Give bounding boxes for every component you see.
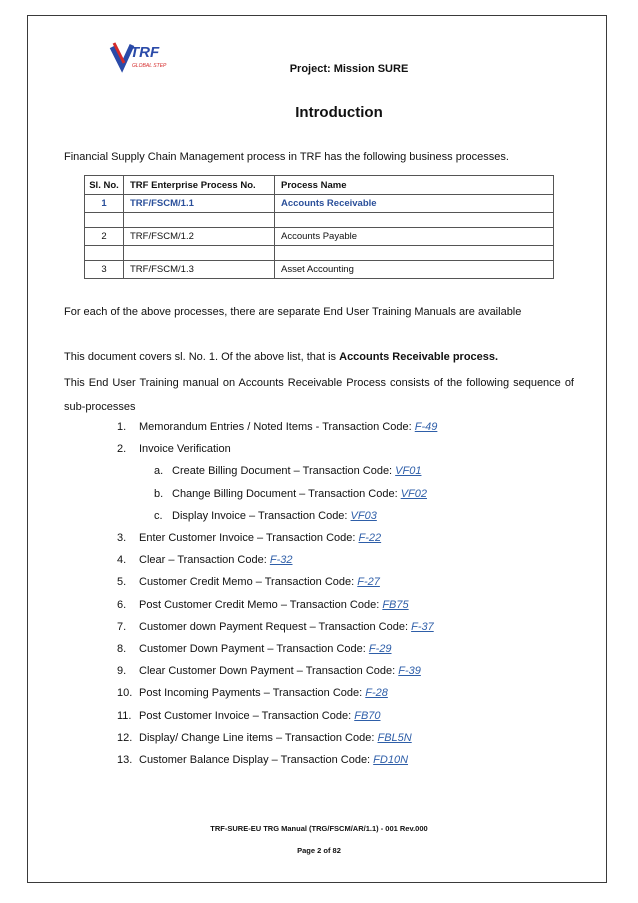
- list-item: [117, 620, 434, 634]
- logo-text: TRF: [130, 44, 160, 61]
- list-item: [117, 664, 421, 678]
- list-item-text: Display Invoice – Transaction Code:: [172, 510, 351, 522]
- list-item: [117, 731, 412, 745]
- list-item: [117, 598, 409, 612]
- cell-sl: 3: [85, 261, 124, 279]
- cell-process-name: Accounts Payable: [275, 228, 554, 246]
- list-item-number: 10.: [117, 687, 133, 699]
- table-row: [85, 195, 554, 213]
- table-spacer-row: [85, 246, 554, 261]
- cell-sl: 1: [85, 195, 124, 213]
- list-item: [117, 553, 292, 567]
- transaction-code-link[interactable]: F-37: [411, 621, 434, 633]
- list-item-text: Invoice Verification: [139, 443, 231, 455]
- footer-manual-ref: TRF-SURE-EU TRG Manual (TRG/FSCM/AR/1.1) - 001 Rev.000: [210, 824, 428, 833]
- list-item: [154, 509, 377, 523]
- list-item: [117, 709, 381, 723]
- transaction-code-link[interactable]: VF01: [395, 465, 422, 477]
- transaction-code-link[interactable]: F-27: [357, 576, 380, 588]
- cell-process-no: TRF/FSCM/1.1: [124, 195, 275, 213]
- list-item-number: c.: [154, 510, 163, 522]
- manuals-paragraph: For each of the above processes, there are separate End User Training Manuals are available: [64, 306, 522, 318]
- list-item-number: 11.: [117, 710, 132, 722]
- list-item-number: 3.: [117, 532, 127, 544]
- list-item-text: Clear – Transaction Code:: [139, 554, 270, 566]
- list-item: [154, 464, 421, 478]
- column-header-process-name: Process Name: [275, 176, 554, 195]
- sequence-paragraph: This End User Training manual on Accounts Receivable Process consists of the following sequence of: [64, 377, 574, 389]
- list-item-number: 13.: [117, 754, 133, 766]
- list-item-number: a.: [154, 465, 164, 477]
- list-item: [117, 531, 381, 545]
- covers-bold-text: Accounts Receivable process.: [339, 351, 499, 363]
- table-header-row: [85, 176, 554, 195]
- list-item-text: Enter Customer Invoice – Transaction Code:: [139, 532, 359, 544]
- cell-process-no: TRF/FSCM/1.2: [124, 228, 275, 246]
- intro-paragraph: Financial Supply Chain Management process in TRF has the following business processes.: [64, 151, 509, 163]
- list-item-number: 7.: [117, 621, 127, 633]
- transaction-code-link[interactable]: FB75: [382, 599, 409, 611]
- list-item-text: Customer Down Payment – Transaction Code:: [139, 643, 369, 655]
- table-spacer-row: [85, 213, 554, 228]
- logo-subtext: GLOBAL STEP: [132, 63, 167, 69]
- list-item-text: Change Billing Document – Transaction Code:: [172, 488, 401, 500]
- transaction-code-link[interactable]: F-49: [414, 421, 438, 433]
- list-item-text: Memorandum Entries / Noted Items - Transaction Code:: [139, 421, 415, 433]
- list-item-text: Customer Balance Display – Transaction Code:: [139, 754, 374, 766]
- cell-sl: 2: [85, 228, 124, 246]
- list-item-text: Post Customer Credit Memo – Transaction Code:: [139, 599, 383, 611]
- list-item: [117, 686, 388, 700]
- table-row: [85, 228, 554, 246]
- project-title: Project: Mission SURE: [289, 63, 409, 75]
- list-item-number: 12.: [117, 732, 133, 744]
- table-row: [85, 261, 554, 279]
- transaction-code-link[interactable]: F-39: [398, 665, 421, 677]
- column-header-sl: Sl. No.: [85, 176, 124, 195]
- list-item-number: b.: [154, 488, 164, 500]
- process-table: [84, 175, 554, 279]
- footer-page-number: Page 2 of 82: [297, 846, 341, 855]
- list-item-text: Customer Credit Memo – Transaction Code:: [139, 576, 358, 588]
- list-item-number: 6.: [117, 599, 127, 611]
- cell-process-name: Accounts Receivable: [275, 195, 554, 213]
- transaction-code-link[interactable]: FD10N: [373, 754, 409, 766]
- column-header-process-no: TRF Enterprise Process No.: [124, 176, 275, 195]
- list-item-number: 2.: [117, 443, 127, 455]
- transaction-code-link[interactable]: FB70: [354, 710, 381, 722]
- sequence-paragraph-cont: sub-processes: [64, 401, 136, 413]
- list-item-number: 8.: [117, 643, 127, 655]
- list-item-text: Post Customer Invoice – Transaction Code:: [139, 710, 355, 722]
- covers-paragraph: [64, 350, 584, 364]
- list-item-text: Create Billing Document – Transaction Code:: [172, 465, 396, 477]
- list-item: [154, 487, 427, 501]
- list-item-number: 9.: [117, 665, 127, 677]
- list-item-number: 4.: [117, 554, 127, 566]
- cell-process-name: Asset Accounting: [275, 261, 554, 279]
- transaction-code-link[interactable]: F-29: [368, 643, 392, 655]
- transaction-code-link[interactable]: F-22: [358, 532, 382, 544]
- list-item-text: Post Incoming Payments – Transaction Code:: [139, 687, 366, 699]
- list-item-text: Display/ Change Line items – Transaction Code:: [139, 732, 378, 744]
- transaction-code-link[interactable]: FBL5N: [377, 732, 412, 744]
- list-item-number: 5.: [117, 576, 127, 588]
- cell-process-no: TRF/FSCM/1.3: [124, 261, 275, 279]
- list-item: [117, 642, 392, 656]
- covers-text: This document covers sl. No. 1. Of the above list, that is: [64, 351, 340, 363]
- list-item: [117, 753, 408, 767]
- list-item-text: Clear Customer Down Payment – Transaction Code:: [139, 665, 399, 677]
- list-item: [117, 575, 380, 589]
- transaction-code-link[interactable]: F-32: [269, 554, 293, 566]
- page-title: Introduction: [295, 104, 383, 121]
- transaction-code-link[interactable]: VF02: [400, 488, 427, 500]
- transaction-code-link[interactable]: VF03: [350, 510, 377, 522]
- list-item-text: Customer down Payment Request – Transaction Code:: [139, 621, 412, 633]
- transaction-code-link[interactable]: F-28: [365, 687, 388, 699]
- list-item-number: 1.: [117, 421, 127, 433]
- list-item: [117, 442, 231, 456]
- list-item: [117, 420, 437, 434]
